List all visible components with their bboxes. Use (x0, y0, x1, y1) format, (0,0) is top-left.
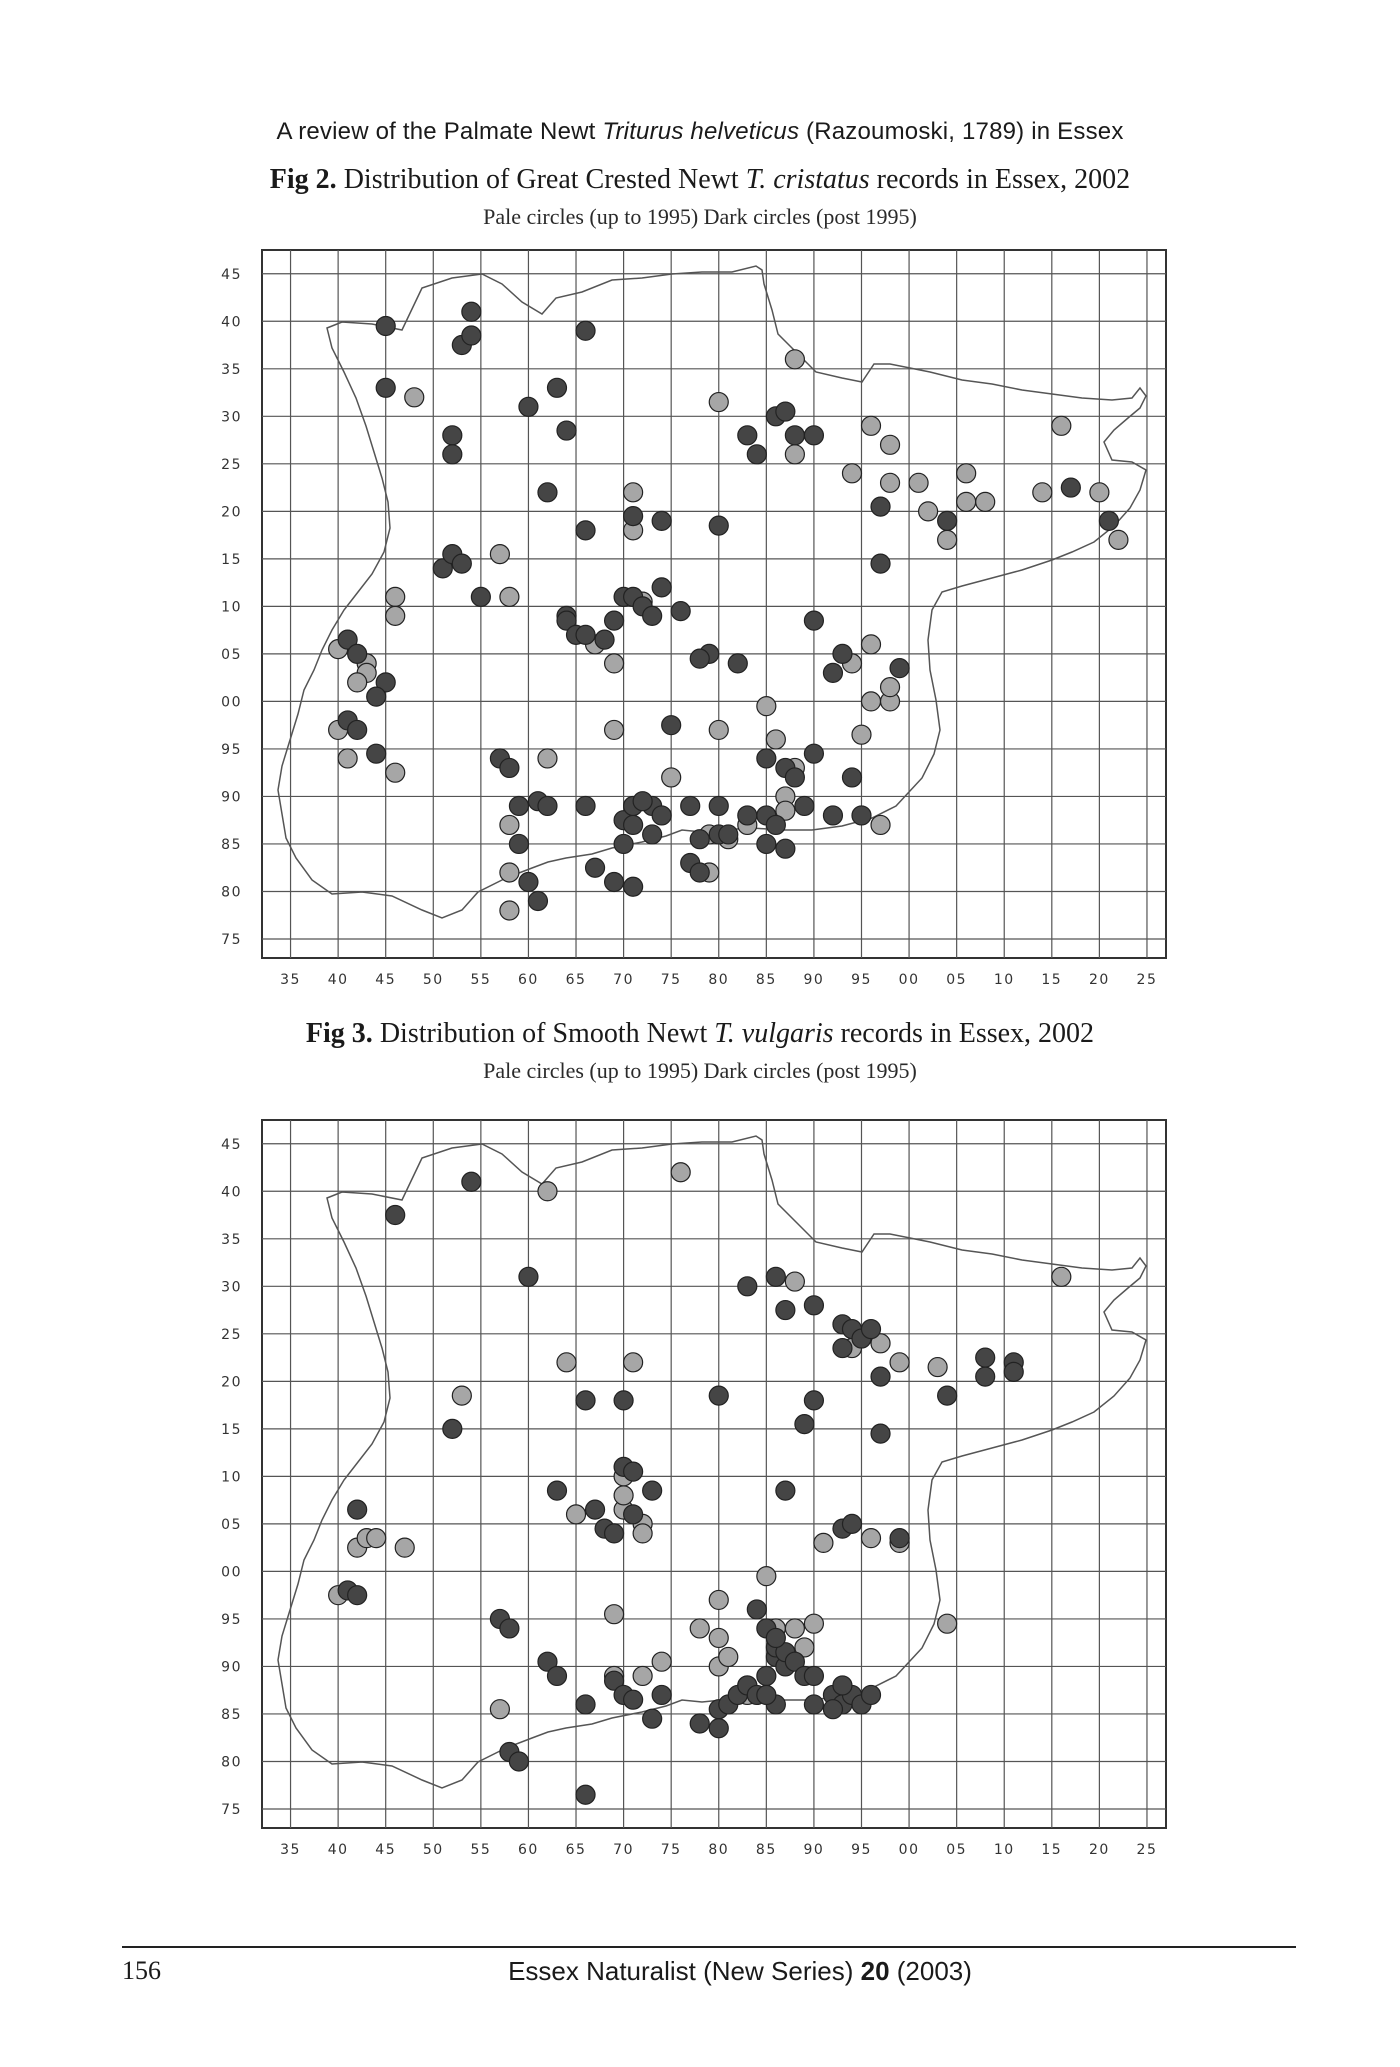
dark-record-point (823, 806, 842, 825)
dark-record-point (766, 1267, 785, 1286)
dark-record-point (452, 554, 471, 573)
dark-record-point (624, 1462, 643, 1481)
dark-record-point (833, 1339, 852, 1358)
dark-record-point (576, 796, 595, 815)
pale-record-point (814, 1533, 833, 1552)
x-tick-label: 90 (803, 1842, 825, 1858)
y-tick-label: 25 (221, 456, 242, 473)
x-tick-label: 25 (1136, 972, 1158, 988)
pale-record-point (500, 815, 519, 834)
dark-record-point (681, 796, 700, 815)
pale-record-point (338, 749, 357, 768)
dark-record-point (605, 872, 624, 891)
x-tick-label: 25 (1136, 1842, 1158, 1858)
fig3-label: Fig 3. (305, 1018, 373, 1049)
pale-record-point (862, 416, 881, 435)
y-tick-label: 00 (221, 1564, 242, 1581)
dark-record-point (709, 1719, 728, 1738)
dark-record-point (509, 834, 528, 853)
y-tick-label: 45 (221, 1136, 242, 1153)
running-head-pre: A review of the Palmate Newt (276, 118, 603, 145)
fig2-county-outline (278, 266, 1146, 918)
y-tick-label: 95 (221, 1611, 242, 1628)
dark-record-point (757, 1666, 776, 1685)
fig2-map (0, 230, 1400, 990)
dark-record-point (690, 1714, 709, 1733)
pale-record-point (881, 435, 900, 454)
fig3-points (329, 1163, 1071, 1804)
dark-record-point (662, 716, 681, 735)
dark-record-point (367, 687, 386, 706)
x-tick-label: 95 (851, 1842, 872, 1858)
dark-record-point (386, 1206, 405, 1225)
y-tick-label: 85 (221, 1706, 242, 1723)
x-tick-label: 85 (755, 972, 777, 988)
dark-record-point (747, 1600, 766, 1619)
dark-record-point (804, 426, 823, 445)
dark-record-point (757, 1685, 776, 1704)
journal-citation (460, 1956, 1020, 1987)
dark-record-point (766, 1628, 785, 1647)
fig2-label: Fig 2. (269, 164, 337, 195)
pale-record-point (709, 1628, 728, 1647)
pale-record-point (386, 606, 405, 625)
dark-record-point (624, 815, 643, 834)
y-tick-label: 15 (221, 551, 242, 568)
dark-record-point (709, 1386, 728, 1405)
dark-record-point (738, 806, 757, 825)
dark-record-point (462, 1172, 481, 1191)
pale-record-point (719, 1647, 738, 1666)
x-tick-label: 20 (1088, 1842, 1110, 1858)
dark-record-point (776, 1301, 795, 1320)
x-tick-label: 40 (327, 972, 349, 988)
dark-record-point (871, 1424, 890, 1443)
x-tick-label: 75 (660, 972, 682, 988)
page-number: 156 (122, 1956, 161, 1985)
pale-record-point (500, 901, 519, 920)
pale-record-point (919, 502, 938, 521)
pale-record-point (881, 473, 900, 492)
x-tick-label: 10 (993, 972, 1015, 988)
x-tick-label: 80 (708, 1842, 730, 1858)
dark-record-point (348, 720, 367, 739)
pale-record-point (633, 1524, 652, 1543)
y-tick-label: 90 (221, 789, 242, 806)
dark-record-point (795, 1415, 814, 1434)
pale-record-point (909, 473, 928, 492)
dark-record-point (348, 1500, 367, 1519)
pale-record-point (862, 635, 881, 654)
pale-record-point (842, 464, 861, 483)
pale-record-point (624, 1353, 643, 1372)
dark-record-point (804, 1391, 823, 1410)
dark-record-point (547, 378, 566, 397)
dark-record-point (519, 397, 538, 416)
pale-record-point (785, 1272, 804, 1291)
fig2-points (329, 302, 1128, 920)
pale-record-point (881, 678, 900, 697)
x-tick-label: 65 (565, 972, 587, 988)
dark-record-point (1061, 478, 1080, 497)
y-tick-label: 75 (221, 1801, 242, 1818)
dark-record-point (823, 1700, 842, 1719)
pale-record-point (605, 720, 624, 739)
x-tick-label: 20 (1088, 972, 1110, 988)
dark-record-point (747, 445, 766, 464)
pale-record-point (624, 483, 643, 502)
dark-record-point (852, 806, 871, 825)
x-tick-label: 90 (803, 972, 825, 988)
y-tick-label: 15 (221, 1421, 242, 1438)
dark-record-point (795, 796, 814, 815)
pale-record-point (785, 350, 804, 369)
dark-record-point (652, 578, 671, 597)
dark-record-point (624, 1690, 643, 1709)
pale-record-point (957, 464, 976, 483)
pale-record-point (557, 1353, 576, 1372)
fig3-county-outline (278, 1136, 1146, 1788)
pale-record-point (709, 720, 728, 739)
dark-record-point (757, 749, 776, 768)
dark-record-point (1099, 511, 1118, 530)
y-tick-label: 20 (221, 504, 242, 521)
pale-record-point (928, 1358, 947, 1377)
y-tick-label: 00 (221, 694, 242, 711)
dark-record-point (624, 1505, 643, 1524)
dark-record-point (757, 834, 776, 853)
dark-record-point (443, 426, 462, 445)
dark-record-point (785, 768, 804, 787)
pale-record-point (538, 749, 557, 768)
y-tick-label: 10 (221, 599, 242, 616)
pale-record-point (500, 863, 519, 882)
y-tick-label: 30 (221, 409, 242, 426)
dark-record-point (652, 1685, 671, 1704)
dark-record-point (804, 1296, 823, 1315)
dark-record-point (938, 1386, 957, 1405)
dark-record-point (443, 1419, 462, 1438)
dark-record-point (776, 1481, 795, 1500)
dark-record-point (652, 511, 671, 530)
x-tick-label: 55 (470, 1842, 492, 1858)
fig2-axis-labels (221, 267, 1157, 988)
dark-record-point (719, 825, 738, 844)
dark-record-point (976, 1367, 995, 1386)
pale-record-point (890, 1353, 909, 1372)
dark-record-point (586, 858, 605, 877)
pale-record-point (871, 815, 890, 834)
x-tick-label: 05 (946, 972, 968, 988)
dark-record-point (576, 521, 595, 540)
pale-record-point (652, 1652, 671, 1671)
y-tick-label: 35 (221, 361, 242, 378)
pale-record-point (957, 492, 976, 511)
dark-record-point (833, 1676, 852, 1695)
pale-record-point (1033, 483, 1052, 502)
pale-record-point (690, 1619, 709, 1638)
pale-record-point (671, 1163, 690, 1182)
dark-record-point (728, 654, 747, 673)
x-tick-label: 10 (993, 1842, 1015, 1858)
dark-record-point (519, 872, 538, 891)
x-tick-label: 05 (946, 1842, 968, 1858)
dark-record-point (643, 825, 662, 844)
dark-record-point (576, 1391, 595, 1410)
pale-record-point (1052, 416, 1071, 435)
x-tick-label: 95 (851, 972, 872, 988)
dark-record-point (890, 659, 909, 678)
dark-record-point (842, 1514, 861, 1533)
dark-record-point (557, 421, 576, 440)
x-tick-label: 00 (898, 972, 920, 988)
dark-record-point (738, 426, 757, 445)
x-tick-label: 45 (375, 972, 397, 988)
dark-record-point (709, 796, 728, 815)
fig2-subtitle: Pale circles (up to 1995) Dark circles (post 1995) (483, 204, 917, 229)
dark-record-point (842, 768, 861, 787)
dark-record-point (462, 326, 481, 345)
y-tick-label: 05 (221, 1516, 242, 1533)
dark-record-point (776, 839, 795, 858)
pale-record-point (490, 1700, 509, 1719)
dark-record-point (871, 1367, 890, 1386)
dark-record-point (1004, 1362, 1023, 1381)
dark-record-point (976, 1348, 995, 1367)
x-tick-label: 50 (422, 1842, 444, 1858)
x-tick-label: 65 (565, 1842, 587, 1858)
pale-record-point (367, 1529, 386, 1548)
dark-record-point (804, 744, 823, 763)
pale-record-point (662, 768, 681, 787)
dark-record-point (709, 516, 728, 535)
x-tick-label: 45 (375, 1842, 397, 1858)
x-tick-label: 35 (280, 972, 301, 988)
dark-record-point (938, 511, 957, 530)
dark-record-point (643, 1709, 662, 1728)
pale-record-point (395, 1538, 414, 1557)
y-tick-label: 75 (221, 931, 242, 948)
x-tick-label: 85 (755, 1842, 777, 1858)
dark-record-point (862, 1320, 881, 1339)
pale-record-point (938, 1614, 957, 1633)
dark-record-point (652, 806, 671, 825)
dark-record-point (690, 830, 709, 849)
pale-record-point (348, 673, 367, 692)
y-tick-label: 25 (221, 1326, 242, 1343)
dark-record-point (643, 606, 662, 625)
pale-record-point (862, 1529, 881, 1548)
dark-record-point (804, 1695, 823, 1714)
dark-record-point (605, 1524, 624, 1543)
y-tick-label: 20 (221, 1374, 242, 1391)
dark-record-point (690, 649, 709, 668)
x-tick-label: 60 (518, 972, 539, 988)
dark-record-point (443, 445, 462, 464)
pale-record-point (938, 530, 957, 549)
y-tick-label: 80 (221, 1754, 242, 1771)
pale-record-point (757, 1567, 776, 1586)
dark-record-point (804, 1666, 823, 1685)
dark-record-point (633, 792, 652, 811)
dark-record-point (595, 630, 614, 649)
dark-record-point (576, 1695, 595, 1714)
pale-record-point (490, 545, 509, 564)
y-tick-label: 30 (221, 1279, 242, 1296)
dark-record-point (576, 625, 595, 644)
y-tick-label: 45 (221, 266, 242, 283)
dark-record-point (804, 611, 823, 630)
dark-record-point (576, 1785, 595, 1804)
running-head-species: Triturus helveticus (602, 118, 800, 145)
fig2-title (0, 164, 1400, 196)
fig2-title-pre: Distribution of Great Crested Newt (336, 164, 746, 195)
dark-record-point (547, 1481, 566, 1500)
x-tick-label: 70 (613, 1842, 635, 1858)
pale-record-point (976, 492, 995, 511)
pale-record-point (709, 1590, 728, 1609)
fig3-title-pre: Distribution of Smooth Newt (372, 1018, 715, 1049)
pale-record-point (804, 1614, 823, 1633)
dark-record-point (643, 1481, 662, 1500)
y-tick-label: 85 (221, 836, 242, 853)
fig3-subtitle: Pale circles (up to 1995) Dark circles (post 1995) (483, 1058, 917, 1083)
dark-record-point (376, 378, 395, 397)
x-tick-label: 55 (470, 972, 492, 988)
journal-year: (2003) (889, 1956, 972, 1986)
dark-record-point (871, 497, 890, 516)
pale-record-point (852, 725, 871, 744)
pale-record-point (605, 1605, 624, 1624)
pale-record-point (757, 697, 776, 716)
x-tick-label: 70 (613, 972, 635, 988)
dark-record-point (833, 644, 852, 663)
y-tick-label: 10 (221, 1469, 242, 1486)
running-head-post: (Razoumoski, 1789) in Essex (799, 118, 1124, 145)
dark-record-point (348, 644, 367, 663)
dark-record-point (862, 1685, 881, 1704)
x-tick-label: 80 (708, 972, 730, 988)
pale-record-point (567, 1505, 586, 1524)
dark-record-point (367, 744, 386, 763)
journal-name: Essex Naturalist (New Series) (508, 1956, 861, 1986)
dark-record-point (509, 1752, 528, 1771)
fig3-title (0, 1018, 1400, 1050)
pale-record-point (452, 1386, 471, 1405)
dark-record-point (500, 758, 519, 777)
pale-record-point (766, 730, 785, 749)
pale-record-point (1052, 1267, 1071, 1286)
fig3-map (0, 1100, 1400, 1880)
pale-record-point (386, 763, 405, 782)
dark-record-point (738, 1277, 757, 1296)
pale-record-point (785, 445, 804, 464)
dark-record-point (462, 302, 481, 321)
dark-record-point (671, 602, 690, 621)
x-tick-label: 35 (280, 1842, 301, 1858)
dark-record-point (614, 1391, 633, 1410)
dark-record-point (823, 663, 842, 682)
pale-record-point (785, 1619, 804, 1638)
y-tick-label: 90 (221, 1659, 242, 1676)
running-head (0, 118, 1400, 146)
x-tick-label: 50 (422, 972, 444, 988)
dark-record-point (785, 426, 804, 445)
x-tick-label: 15 (1041, 1842, 1063, 1858)
x-tick-label: 75 (660, 1842, 682, 1858)
pale-record-point (1109, 530, 1128, 549)
dark-record-point (547, 1666, 566, 1685)
dark-record-point (614, 834, 633, 853)
journal-volume: 20 (860, 1956, 890, 1986)
pale-record-point (500, 587, 519, 606)
dark-record-point (890, 1529, 909, 1548)
y-tick-label: 40 (221, 314, 242, 331)
x-tick-label: 15 (1041, 972, 1063, 988)
pale-record-point (538, 1182, 557, 1201)
footer-rule (122, 1946, 1296, 1948)
fig2-title-post: records in Essex, 2002 (869, 164, 1131, 195)
pale-record-point (614, 1486, 633, 1505)
dark-record-point (376, 317, 395, 336)
dark-record-point (538, 483, 557, 502)
y-tick-label: 05 (221, 646, 242, 663)
dark-record-point (586, 1500, 605, 1519)
y-tick-label: 80 (221, 884, 242, 901)
dark-record-point (624, 877, 643, 896)
pale-record-point (862, 692, 881, 711)
pale-record-point (605, 654, 624, 673)
dark-record-point (509, 796, 528, 815)
fig2-title-species: T. cristatus (745, 164, 870, 195)
dark-record-point (690, 863, 709, 882)
pale-record-point (405, 388, 424, 407)
pale-record-point (633, 1666, 652, 1685)
dark-record-point (528, 891, 547, 910)
pale-record-point (386, 587, 405, 606)
fig3-title-species: T. vulgaris (714, 1018, 834, 1049)
fig3-axis-labels (221, 1137, 1157, 1858)
y-tick-label: 40 (221, 1184, 242, 1201)
pale-record-point (709, 393, 728, 412)
x-tick-label: 00 (898, 1842, 920, 1858)
y-tick-label: 35 (221, 1231, 242, 1248)
x-tick-label: 40 (327, 1842, 349, 1858)
dark-record-point (519, 1267, 538, 1286)
dark-record-point (576, 321, 595, 340)
y-tick-label: 95 (221, 741, 242, 758)
dark-record-point (624, 507, 643, 526)
x-tick-label: 60 (518, 1842, 539, 1858)
dark-record-point (776, 402, 795, 421)
dark-record-point (500, 1619, 519, 1638)
dark-record-point (538, 796, 557, 815)
pale-record-point (1090, 483, 1109, 502)
dark-record-point (766, 815, 785, 834)
dark-record-point (605, 611, 624, 630)
dark-record-point (871, 554, 890, 573)
dark-record-point (471, 587, 490, 606)
dark-record-point (348, 1586, 367, 1605)
fig3-title-post: records in Essex, 2002 (833, 1018, 1095, 1049)
